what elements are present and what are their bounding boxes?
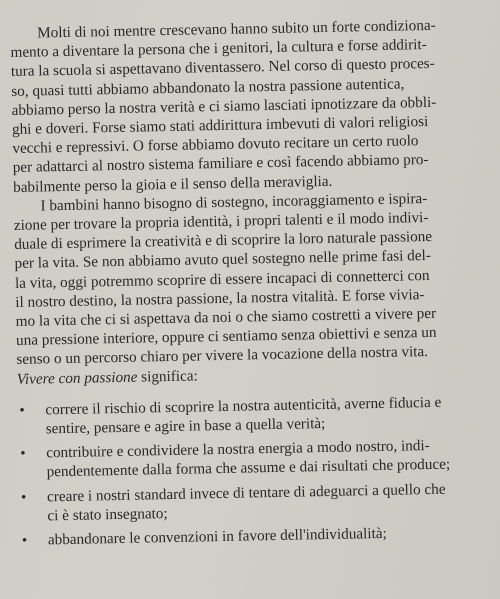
text-line: mo la vita che ci si aspettava da noi o che siamo costretti a vivere per	[15, 304, 437, 330]
text-line: I bambini hanno bisogno di sostegno, incoraggiamento e ispira-	[40, 189, 428, 215]
text-line: il nostro destino, la nostra passione, la nostra vitalità. E forse vivia-	[15, 285, 425, 311]
bullet-text: pendentemente dalla forma che assume e dai risultati che produce;	[46, 456, 451, 481]
paragraph-1	[10, 15, 499, 197]
text-line: so, quasi tutti abbiamo abbandonato la nostra passione autentica,	[11, 75, 405, 100]
text-line: per la vita. Se non abbiamo avuto quel sostegno nelle prime fasi del-	[14, 247, 431, 273]
text-line: abbiamo perso la nostra verità e ci siamo lasciati ipnotizzare da obbli-	[11, 93, 437, 119]
paragraph-2	[13, 187, 500, 369]
text-line: tura la scuola si aspettavano diventassero. Nel corso di questo proces-	[10, 55, 435, 81]
bullet-list	[17, 391, 500, 550]
text-line: per adattarci al nostro sistema familiare e così facendo abbiamo pro-	[12, 151, 429, 177]
bullet-marker: •	[20, 445, 26, 463]
text-line: ghi e doveri. Forse siamo stati addirittura imbevuti di valori religiosi	[11, 113, 429, 138]
text-line: zione per trovare la propria identità, i propri talenti e il modo indivi-	[13, 209, 429, 234]
text-line: una pressione interiore, oppure ci sentiamo senza obiettivi e senza un	[15, 324, 437, 350]
page-text	[10, 15, 500, 551]
bullet-marker: •	[20, 488, 27, 506]
bullet-text: abbandonare le convenzioni in favore dell'individualità;	[47, 524, 387, 549]
text-line: babilmente perso la gioia e il senso della meraviglia.	[12, 172, 333, 196]
bullet-text: sentire, pensare e agire in base a quella verità;	[45, 415, 326, 438]
bullet-marker: •	[21, 531, 28, 549]
definition-italic: Vivere con passione	[16, 368, 138, 388]
text-line: duale di esprimere la creatività e di scoprire la loro naturale passione	[14, 228, 433, 254]
text-line: senso o un percorso chiaro per vivere la vocazione della nostra vita.	[16, 343, 429, 369]
bullet-marker: •	[19, 401, 25, 419]
bullet-text: contribuire e condividere la nostra energia a modo nostro, indi-	[46, 437, 430, 462]
text-line: mento a diventare la persona che i genitori, la cultura e forse addirit-	[10, 36, 427, 62]
text-line: la vita, oggi potremmo scoprire di essere incapaci di connetterci con	[14, 266, 430, 292]
definition-rest: significa:	[137, 367, 198, 386]
bullet-text: creare i nostri standard invece di tentare di adeguarci a quello che	[46, 480, 446, 506]
bullet-text: correre il rischio di scoprire la nostra autenticità, averne fiducia e	[45, 393, 442, 419]
text-line: Molti di noi mentre crescevano hanno subito un forte condiziona-	[37, 16, 436, 42]
bullet-text: ci è stato insegnato;	[47, 504, 168, 525]
text-line: vecchi e repressivi. O forse abbiamo dovuto recitare un certo ruolo	[12, 132, 419, 158]
